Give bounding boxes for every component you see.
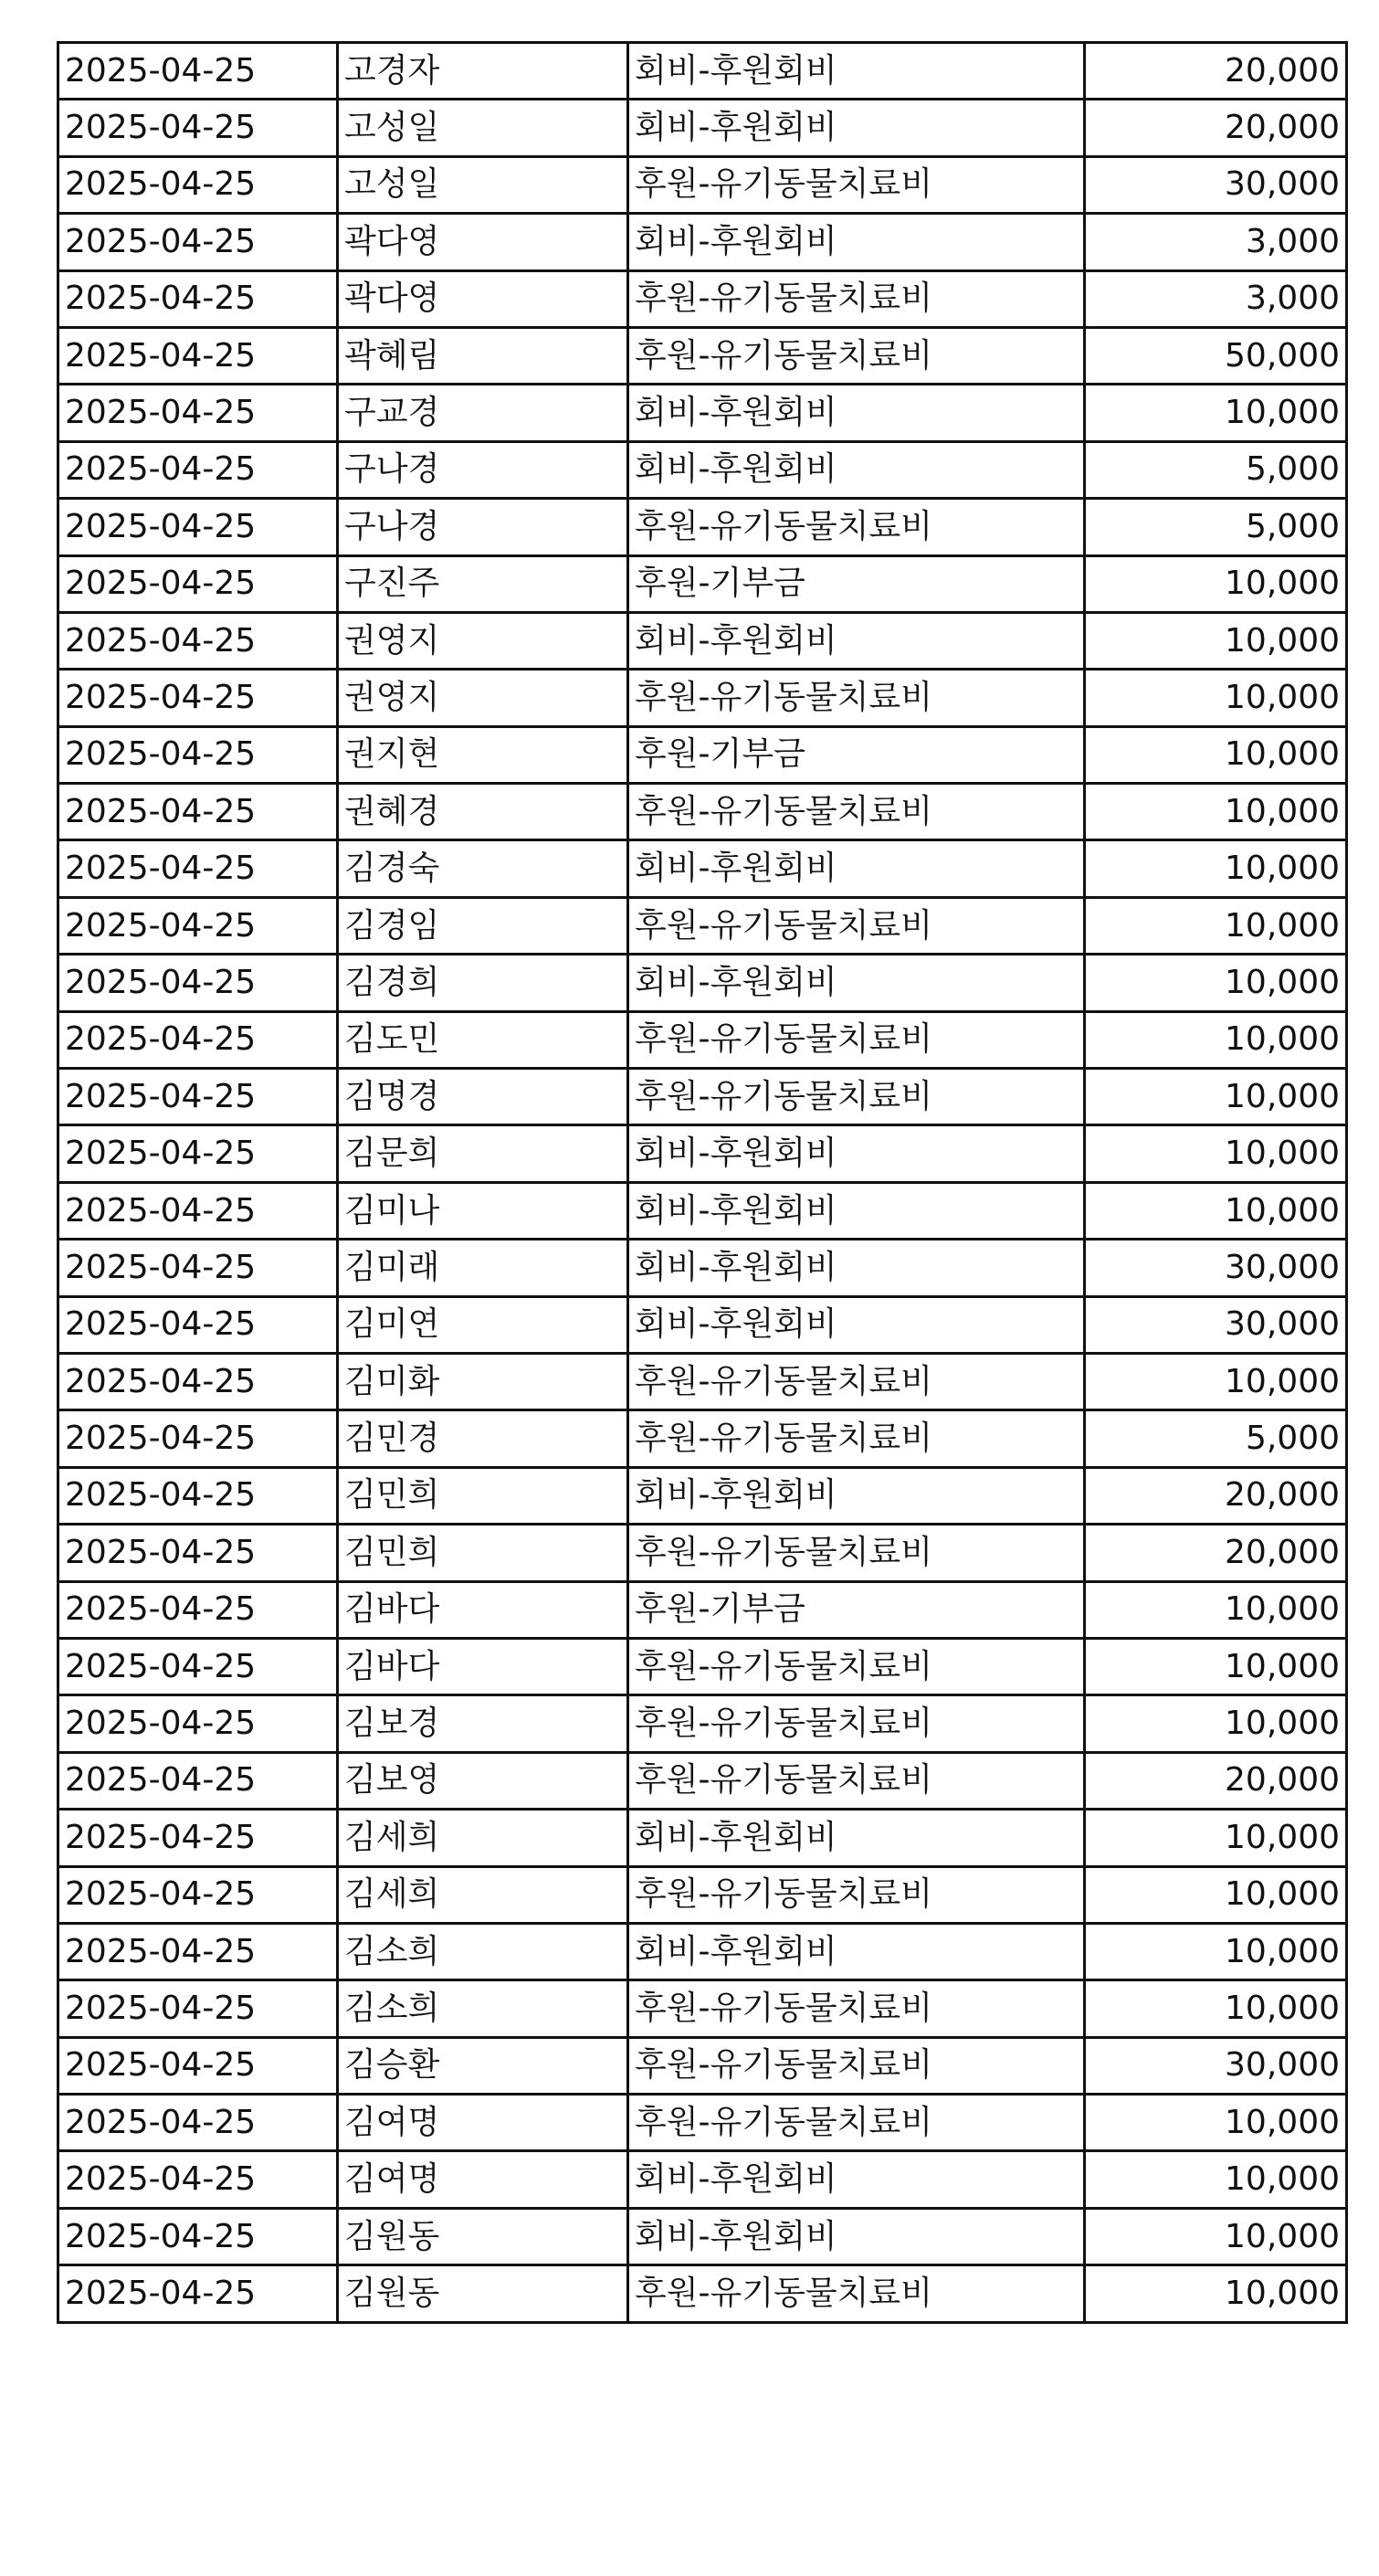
- amount-cell: 30,000: [1085, 2037, 1347, 2094]
- name-cell: 김세희: [338, 1866, 628, 1923]
- category-cell: 후원-유기동물치료비: [628, 1695, 1085, 1752]
- ledger-body: [58, 43, 1347, 2323]
- category-cell: 회비-후원회비: [628, 1125, 1085, 1182]
- date-cell: 2025-04-25: [58, 1866, 338, 1923]
- amount-cell: 10,000: [1085, 1069, 1347, 1125]
- amount-cell: 10,000: [1085, 1011, 1347, 1068]
- date-cell: 2025-04-25: [58, 2037, 338, 2094]
- name-cell: 고경자: [338, 43, 628, 100]
- name-cell: 김도민: [338, 1011, 628, 1068]
- date-cell: 2025-04-25: [58, 1980, 338, 2037]
- category-cell: 후원-유기동물치료비: [628, 156, 1085, 213]
- amount-cell: 10,000: [1085, 840, 1347, 897]
- date-cell: 2025-04-25: [58, 2151, 338, 2208]
- table-row: [58, 784, 1347, 840]
- name-cell: 구진주: [338, 555, 628, 612]
- date-cell: 2025-04-25: [58, 1353, 338, 1409]
- category-cell: 후원-유기동물치료비: [628, 2265, 1085, 2322]
- table-row: [58, 100, 1347, 156]
- name-cell: 고성일: [338, 100, 628, 156]
- amount-cell: 10,000: [1085, 955, 1347, 1011]
- name-cell: 김미래: [338, 1240, 628, 1296]
- table-row: [58, 612, 1347, 669]
- date-cell: 2025-04-25: [58, 1752, 338, 1809]
- category-cell: 회비-후원회비: [628, 2208, 1085, 2265]
- table-row: [58, 156, 1347, 213]
- table-row: [58, 1638, 1347, 1694]
- amount-cell: 5,000: [1085, 441, 1347, 498]
- category-cell: 후원-기부금: [628, 555, 1085, 612]
- category-cell: 후원-유기동물치료비: [628, 270, 1085, 327]
- amount-cell: 20,000: [1085, 100, 1347, 156]
- table-row: [58, 1353, 1347, 1409]
- name-cell: 구나경: [338, 441, 628, 498]
- amount-cell: 10,000: [1085, 2095, 1347, 2151]
- date-cell: 2025-04-25: [58, 156, 338, 213]
- table-row: [58, 2208, 1347, 2265]
- date-cell: 2025-04-25: [58, 43, 338, 100]
- name-cell: 김민경: [338, 1410, 628, 1467]
- table-row: [58, 1923, 1347, 1980]
- name-cell: 김세희: [338, 1810, 628, 1866]
- name-cell: 권지현: [338, 726, 628, 783]
- date-cell: 2025-04-25: [58, 2265, 338, 2322]
- date-cell: 2025-04-25: [58, 1467, 338, 1524]
- name-cell: 김문희: [338, 1125, 628, 1182]
- table-row: [58, 1980, 1347, 2037]
- date-cell: 2025-04-25: [58, 955, 338, 1011]
- category-cell: 회비-후원회비: [628, 1182, 1085, 1239]
- name-cell: 김보영: [338, 1752, 628, 1809]
- name-cell: 김명경: [338, 1069, 628, 1125]
- date-cell: 2025-04-25: [58, 1695, 338, 1752]
- amount-cell: 10,000: [1085, 1581, 1347, 1638]
- category-cell: 후원-유기동물치료비: [628, 1069, 1085, 1125]
- name-cell: 권영지: [338, 670, 628, 726]
- name-cell: 고성일: [338, 156, 628, 213]
- amount-cell: 10,000: [1085, 2151, 1347, 2208]
- table-row: [58, 43, 1347, 100]
- donation-ledger-table: [57, 41, 1348, 2324]
- name-cell: 김소희: [338, 1923, 628, 1980]
- name-cell: 김여명: [338, 2151, 628, 2208]
- category-cell: 회비-후원회비: [628, 43, 1085, 100]
- name-cell: 김승환: [338, 2037, 628, 2094]
- name-cell: 김미화: [338, 1353, 628, 1409]
- amount-cell: 10,000: [1085, 385, 1347, 441]
- table-row: [58, 555, 1347, 612]
- table-row: [58, 441, 1347, 498]
- date-cell: 2025-04-25: [58, 555, 338, 612]
- date-cell: 2025-04-25: [58, 1923, 338, 1980]
- category-cell: 회비-후원회비: [628, 441, 1085, 498]
- amount-cell: 30,000: [1085, 156, 1347, 213]
- amount-cell: 10,000: [1085, 1638, 1347, 1694]
- date-cell: 2025-04-25: [58, 270, 338, 327]
- name-cell: 곽다영: [338, 270, 628, 327]
- amount-cell: 10,000: [1085, 1353, 1347, 1409]
- category-cell: 후원-유기동물치료비: [628, 327, 1085, 384]
- amount-cell: 20,000: [1085, 1525, 1347, 1581]
- amount-cell: 3,000: [1085, 214, 1347, 270]
- amount-cell: 10,000: [1085, 897, 1347, 954]
- table-row: [58, 499, 1347, 555]
- table-row: [58, 1810, 1347, 1866]
- name-cell: 곽혜림: [338, 327, 628, 384]
- amount-cell: 10,000: [1085, 784, 1347, 840]
- name-cell: 김민희: [338, 1525, 628, 1581]
- category-cell: 후원-기부금: [628, 726, 1085, 783]
- date-cell: 2025-04-25: [58, 840, 338, 897]
- category-cell: 회비-후원회비: [628, 1923, 1085, 1980]
- amount-cell: 5,000: [1085, 499, 1347, 555]
- table-row: [58, 1069, 1347, 1125]
- name-cell: 김소희: [338, 1980, 628, 2037]
- amount-cell: 10,000: [1085, 612, 1347, 669]
- amount-cell: 50,000: [1085, 327, 1347, 384]
- date-cell: 2025-04-25: [58, 499, 338, 555]
- name-cell: 권영지: [338, 612, 628, 669]
- date-cell: 2025-04-25: [58, 1296, 338, 1353]
- table-row: [58, 1410, 1347, 1467]
- date-cell: 2025-04-25: [58, 1410, 338, 1467]
- date-cell: 2025-04-25: [58, 100, 338, 156]
- category-cell: 후원-유기동물치료비: [628, 1011, 1085, 1068]
- date-cell: 2025-04-25: [58, 441, 338, 498]
- table-row: [58, 955, 1347, 1011]
- table-row: [58, 270, 1347, 327]
- table-row: [58, 1866, 1347, 1923]
- amount-cell: 10,000: [1085, 555, 1347, 612]
- category-cell: 회비-후원회비: [628, 214, 1085, 270]
- amount-cell: 20,000: [1085, 1752, 1347, 1809]
- category-cell: 회비-후원회비: [628, 612, 1085, 669]
- category-cell: 후원-유기동물치료비: [628, 670, 1085, 726]
- date-cell: 2025-04-25: [58, 327, 338, 384]
- name-cell: 김경희: [338, 955, 628, 1011]
- table-row: [58, 1581, 1347, 1638]
- date-cell: 2025-04-25: [58, 1240, 338, 1296]
- category-cell: 후원-유기동물치료비: [628, 1525, 1085, 1581]
- name-cell: 김미연: [338, 1296, 628, 1353]
- name-cell: 김경임: [338, 897, 628, 954]
- date-cell: 2025-04-25: [58, 1125, 338, 1182]
- table-row: [58, 1296, 1347, 1353]
- name-cell: 김미나: [338, 1182, 628, 1239]
- category-cell: 후원-유기동물치료비: [628, 1638, 1085, 1694]
- date-cell: 2025-04-25: [58, 612, 338, 669]
- date-cell: 2025-04-25: [58, 726, 338, 783]
- table-row: [58, 726, 1347, 783]
- table-row: [58, 2095, 1347, 2151]
- table-row: [58, 1240, 1347, 1296]
- category-cell: 회비-후원회비: [628, 1296, 1085, 1353]
- category-cell: 후원-유기동물치료비: [628, 1410, 1085, 1467]
- date-cell: 2025-04-25: [58, 1638, 338, 1694]
- table-row: [58, 327, 1347, 384]
- category-cell: 후원-유기동물치료비: [628, 1353, 1085, 1409]
- category-cell: 회비-후원회비: [628, 1240, 1085, 1296]
- table-row: [58, 1752, 1347, 1809]
- category-cell: 후원-유기동물치료비: [628, 1866, 1085, 1923]
- table-row: [58, 1695, 1347, 1752]
- amount-cell: 20,000: [1085, 1467, 1347, 1524]
- date-cell: 2025-04-25: [58, 1810, 338, 1866]
- category-cell: 후원-유기동물치료비: [628, 1980, 1085, 2037]
- table-row: [58, 670, 1347, 726]
- name-cell: 김민희: [338, 1467, 628, 1524]
- table-row: [58, 2037, 1347, 2094]
- date-cell: 2025-04-25: [58, 385, 338, 441]
- date-cell: 2025-04-25: [58, 1581, 338, 1638]
- amount-cell: 10,000: [1085, 2208, 1347, 2265]
- name-cell: 김원동: [338, 2265, 628, 2322]
- date-cell: 2025-04-25: [58, 670, 338, 726]
- amount-cell: 10,000: [1085, 1923, 1347, 1980]
- amount-cell: 3,000: [1085, 270, 1347, 327]
- amount-cell: 5,000: [1085, 1410, 1347, 1467]
- table-row: [58, 1182, 1347, 1239]
- table-row: [58, 385, 1347, 441]
- category-cell: 후원-유기동물치료비: [628, 784, 1085, 840]
- name-cell: 김바다: [338, 1638, 628, 1694]
- name-cell: 김원동: [338, 2208, 628, 2265]
- amount-cell: 30,000: [1085, 1240, 1347, 1296]
- amount-cell: 10,000: [1085, 726, 1347, 783]
- category-cell: 후원-유기동물치료비: [628, 2095, 1085, 2151]
- date-cell: 2025-04-25: [58, 1525, 338, 1581]
- amount-cell: 10,000: [1085, 2265, 1347, 2322]
- amount-cell: 10,000: [1085, 1182, 1347, 1239]
- amount-cell: 20,000: [1085, 43, 1347, 100]
- date-cell: 2025-04-25: [58, 1182, 338, 1239]
- name-cell: 김보경: [338, 1695, 628, 1752]
- table-row: [58, 1467, 1347, 1524]
- name-cell: 권혜경: [338, 784, 628, 840]
- amount-cell: 10,000: [1085, 1695, 1347, 1752]
- amount-cell: 10,000: [1085, 1810, 1347, 1866]
- name-cell: 곽다영: [338, 214, 628, 270]
- category-cell: 후원-유기동물치료비: [628, 499, 1085, 555]
- name-cell: 구나경: [338, 499, 628, 555]
- table-row: [58, 840, 1347, 897]
- category-cell: 회비-후원회비: [628, 2151, 1085, 2208]
- name-cell: 김여명: [338, 2095, 628, 2151]
- category-cell: 후원-유기동물치료비: [628, 897, 1085, 954]
- category-cell: 회비-후원회비: [628, 1467, 1085, 1524]
- category-cell: 회비-후원회비: [628, 385, 1085, 441]
- date-cell: 2025-04-25: [58, 1011, 338, 1068]
- amount-cell: 10,000: [1085, 670, 1347, 726]
- table-row: [58, 1011, 1347, 1068]
- name-cell: 김경숙: [338, 840, 628, 897]
- amount-cell: 10,000: [1085, 1866, 1347, 1923]
- category-cell: 회비-후원회비: [628, 100, 1085, 156]
- table-row: [58, 2151, 1347, 2208]
- table-row: [58, 897, 1347, 954]
- date-cell: 2025-04-25: [58, 2208, 338, 2265]
- table-row: [58, 2265, 1347, 2322]
- date-cell: 2025-04-25: [58, 897, 338, 954]
- name-cell: 구교경: [338, 385, 628, 441]
- category-cell: 회비-후원회비: [628, 1810, 1085, 1866]
- category-cell: 후원-유기동물치료비: [628, 2037, 1085, 2094]
- name-cell: 김바다: [338, 1581, 628, 1638]
- table-row: [58, 214, 1347, 270]
- date-cell: 2025-04-25: [58, 1069, 338, 1125]
- category-cell: 후원-유기동물치료비: [628, 1752, 1085, 1809]
- table-row: [58, 1125, 1347, 1182]
- category-cell: 회비-후원회비: [628, 840, 1085, 897]
- amount-cell: 10,000: [1085, 1125, 1347, 1182]
- amount-cell: 30,000: [1085, 1296, 1347, 1353]
- date-cell: 2025-04-25: [58, 784, 338, 840]
- amount-cell: 10,000: [1085, 1980, 1347, 2037]
- date-cell: 2025-04-25: [58, 214, 338, 270]
- table-row: [58, 1525, 1347, 1581]
- date-cell: 2025-04-25: [58, 2095, 338, 2151]
- category-cell: 후원-기부금: [628, 1581, 1085, 1638]
- category-cell: 회비-후원회비: [628, 955, 1085, 1011]
